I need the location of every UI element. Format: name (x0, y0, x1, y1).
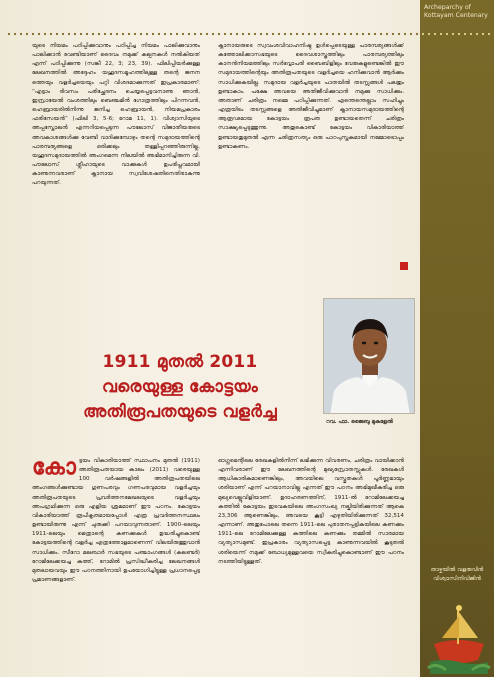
article-title (40, 350, 320, 425)
header-line-1: Archeparchy of (424, 4, 471, 11)
column-2-text: ക്നാനായരുടെ സ്വവംശവിവാഹനിഷ്ഠ ഉൾപ്പെടെയുള്ള പാരമ്പര്യങ്ങൾക്ക് കത്തോലിക്കാസഭയുടെ ദൈവശാസ്ത്രത്തിലും പാരമ്പര്യത്തിലും കാനൻനിയമത്തിലും സർവ്വോപരി ബൈബിളിലും വേരുകളുണ്ടെങ്കിൽ ഈ സമുദായത്തിന്റെയും അതിരൂപതയുടെ വളർച്ചയെ ഹനിക്കുവാൻ ആർക്കും സാധിക്കുകയില്ല. സമുദായ വളർച്ചയുടെ പാതയിൽ തടസ്സങ്ങൾ പലതും ഉണ്ടാകാം. പക്ഷേ അവയെ അതിജീവിക്കുവാൻ നമുക്കു സാധിക്കും. അതാണ് ചരിത്രം നമ്മെ പഠിപ്പിക്കുന്നത്. എന്തെന്തെല്ലാം സഹിച്ചും എത്രയിടം തടസ്സങ്ങളെ അതിജീവിച്ചുമാണ് ക്നാനായസമുദായത്തിന്റെ ആരൂഢമായ കോട്ടയം രൂപത ഉണ്ടായതെന്ന് ചരിത്രം സാക്ഷ്യപ്പെടുത്തുന്നു. അതുകൊണ്ട് കോട്ടയം വികാരിയാത്ത് ഉണ്ടായതുമുതൽ എന്ന ചരിത്രസത്യം ഒരു പാഠപുസ്തകമായി നമ്മോടൊപ്പം ഉണ്ടാകണം. (218, 43, 404, 150)
drop-cap: കോ (32, 457, 76, 480)
sidebar-motto: താഴ്ചയിൽ വളരുവിൻ വിശ്വാസിനിവിജിൻ (430, 567, 484, 582)
title-line-2: വരെയുള്ള കോട്ടയം (102, 377, 258, 397)
title-line-1: 1911 മുതൽ 2011 (102, 352, 258, 372)
author-portrait-icon (324, 299, 415, 414)
article-column-1 (32, 42, 200, 294)
page-header (424, 4, 492, 20)
ship-emblem-icon (426, 600, 492, 674)
dotted-rule-sidebar (420, 32, 494, 36)
dotted-rule (6, 32, 420, 36)
end-of-article-square-icon (400, 262, 408, 270)
title-line-3: അതിരൂപതയുടെ വളർച്ച (83, 402, 277, 422)
column-4-text: ഓഗ്ലമെന്റിലെ രേഖകളിൽനിന്ന് ലഭിക്കുന്ന വിവരണം, ചരിത്രം വായിക്കാൻ എന്നിവരാണ് ഈ ലേഖനത്തിന്റെ മുഖ്യസ്രോതസ്സുകൾ. രേഖകൾ ആധികാരികമാണെങ്കിലും, അവയിലെ വസ്തുതകൾ പൂർണ്ണമായും ശരിയാണ് എന്ന് പറയാനാവില്ല എന്നത് ഈ പഠനം അഭിമുഖീകരിച്ച ഒരു മുഖ്യവെല്ലുവിളിയാണ്. ഉദാഹരണത്തിന്, 1911-ൽ റോമിലേക്കയച്ച കത്തിൽ കോട്ടയം ഇടവകയിലെ അംഗസംഖ്യ നല്കിയിരിക്കുന്നത് ആകെ 23,306 ആണെങ്കിലും, അവയെ കൂട്ടി എഴുതിയിരിക്കുന്നത് 32,514 എന്നാണ്. അതുപോലെ തന്നെ 1911-ലെ പുരാതനപ്പട്ടികയിലെ കണക്കും 1911-ലെ റോമിലേക്കുള്ള കത്തിലെ കണക്കും തമ്മിൽ സാരമായ വ്യത്യാസമുണ്ട്. ഇപ്രകാരം വ്യത്യാസപ്പെട്ട കാണുന്നവയിൽ കൂടുതൽ ശരിയെന്ന് നമുക്ക് ബോധ്യമുള്ളവയെ സ്വീകരിച്ചുകൊണ്ടാണ് ഈ പഠനം നടത്തിയിട്ടുള്ളത്. (218, 458, 404, 565)
author-photo (323, 298, 415, 414)
column-1-text: യുടെ നിയമം പഠിപ്പിക്കുവാനും പഠിപ്പിച്ച നിയമം പാലിക്കുവാനും പാലിക്കാൻ വേണ്ടിയാണ് ദൈവം നമുക്ക് കല്പനകൾ നൽകിയത് എന്ന് പഠിപ്പിക്കുന്നു (സങ്കീ 22, 3; 23, 39). ഫിലിപ്പിയർക്കുള്ള ലേഖനത്തിൽ അദ്ദേഹം യഹൂദസമൂഹത്തിലുള്ള തന്റെ ജനന ത്തെയും വളർച്ചയെയും പറ്റി വിശദമാക്കുന്നത് ഇപ്രകാരമാണ്: “എട്ടാം ദിവസം പരിച്ഛേദനം ചെയ്യപ്പെട്ടവനാണു ഞാൻ, ഇസ്രായേൽ വംശത്തിലും ബെഞ്ചമിൻ ഗോത്രത്തിലും പിറന്നവൻ, ഹെബ്രായരിൽനിന്നു ജനിച്ച ഹെബ്രായൻ, നിയമപ്രകാരം ഫരിസേയൻ” (ഫിലി 3, 5-6; റോമ 11, 1). വിശ്വാസിയുടെ അപ്പസ്തോലൻ എന്നറിയപ്പെടുന്ന പൗലോസ് വിജാതീയരുടെ അവകാശങ്ങൾക്കു വേണ്ടി വാദിക്കുമ്പോഴും തന്റെ സമുദായത്തിന്റെ പാരമ്പര്യങ്ങളെ ഒരിക്കലും തള്ളിപ്പറഞ്ഞിരുന്നില്ല. യഹൂദസമുദായത്തിൽ അംഗമെന്ന നിലയിൽ അഭിമാനിച്ചിരുന്ന വി. പൗലോസ് ശ്ലീഹായുടെ വാക്കുകൾ ഉപരിപ്ലവമായി കാണുന്നവരാണ് ക്നാനായ സ്വവിശേഷതിനെതിരാകുന്നു പറയുന്നത്. (32, 43, 200, 187)
column-3-text: ട്ടയം വികാരിയാത്ത് സ്ഥാപനം മുതൽ (1911) അതിരൂപതയായ കാലം (2011) വരെയുള്ള 100 വർഷങ്ങളിൽ അതിരൂപതയിലെ അംഗങ്ങൾക്കുണ്ടായ ഗുണപരവും ഗണപരവുമായ വളർച്ചയും അതിരൂപതയുടെ പ്രവർത്തനമേഖലയുടെ വളർച്ചയും അപഗ്രഥിക്കുന്ന ഒരു എളിയ ശ്രമമാണ് ഈ പഠനം. കോട്ടയം വികാരിയാത്ത് രൂപീകൃതമായപ്പോൾ എത്ര പ്രവർത്തനസ്ഥലം ഉണ്ടായിരുന്നു എന്ന് ചുരുക്കി പറയാവുന്നതാണ്. 1900-ലെയും 1911-ലെയും മെത്രാന്റെ കണക്കുകൾ ഉദ്ധരിച്ചുകൊണ്ട് കോട്ടയത്തിന്റെ വളർച്ച എത്രത്തോളമാണെന്ന് വിലയിരുത്തുവാൻ സാധിക്കും. സീറോ മലബാർ സഭയുടെ പഞ്ചാംഗങ്ങൾ (കലണ്ടർ) റോമിലേക്കയച്ച കത്ത്, റോമിൽ പ്രസിദ്ധീകരിച്ച ലേഖനങ്ങൾ മുതലായവയും ഈ പഠനത്തിനായി ഉപയോഗിച്ചിട്ടുള്ള പ്രധാനപ്പെട്ട പ്രമാണങ്ങളാണ്. (32, 458, 200, 584)
article-column-3 (32, 457, 200, 675)
article-column-2 (218, 42, 404, 242)
photo-caption: റവ. ഫാ. ജൈബു മുകളേൽ (326, 419, 393, 425)
header-line-2: Kottayam Centenary (424, 12, 488, 19)
archeparchy-emblem (426, 600, 492, 674)
article-column-4 (218, 457, 404, 675)
